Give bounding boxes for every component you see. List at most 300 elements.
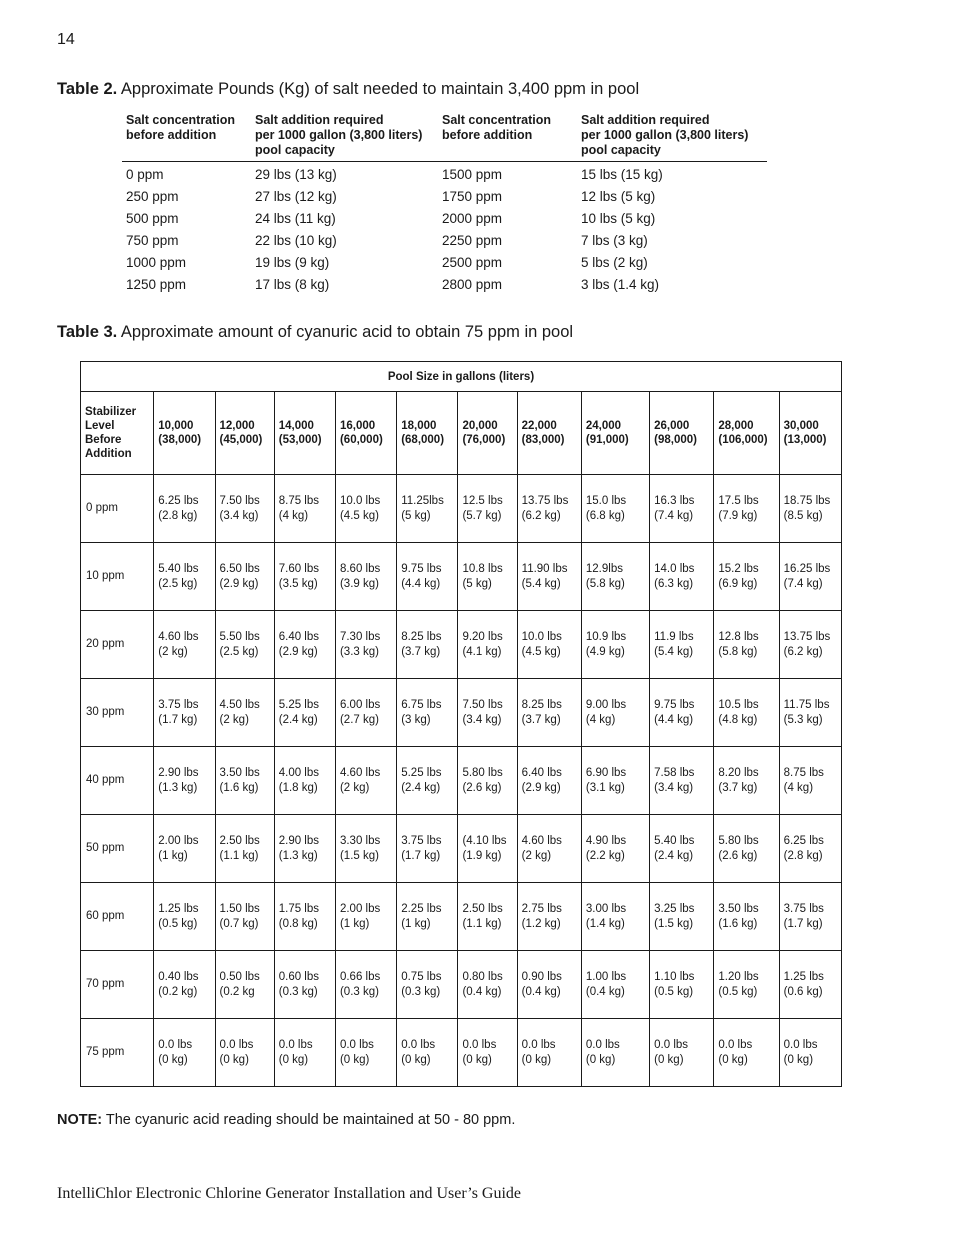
cell-line: 3.30 lbs [339, 835, 381, 847]
header-line: 12,000 [219, 420, 255, 432]
cell-line: (3.3 kg) [339, 645, 379, 658]
header-line: before addition [442, 128, 533, 142]
note-text: The cyanuric acid reading should be maintained at 50 - 80 ppm. [102, 1112, 516, 1128]
cell-line: 0.40 lbs [158, 971, 199, 983]
cell-line: 8.75 lbs [278, 495, 320, 507]
cell-line: 2.50 lbs [462, 903, 503, 915]
cell-line: 5.40 lbs [654, 835, 695, 847]
cell-line: (2.5 kg) [219, 645, 259, 658]
cell-line: (8.5 kg) [783, 509, 823, 522]
cell-line: (2.8 kg) [158, 509, 198, 522]
cell-line: 4.60 lbs [521, 835, 562, 847]
cell-line: 2.90 lbs [278, 835, 320, 847]
cell-line: 18.75 lbs [783, 495, 831, 507]
cell-line: 11.75 lbs [783, 699, 830, 711]
table-cell [154, 815, 215, 883]
cell-line: (1.1 kg) [462, 917, 502, 930]
cell-line: (0.2 kg) [158, 985, 198, 998]
cell-line: (2.9 kg) [521, 781, 561, 794]
cell-line: 8.25 lbs [401, 631, 442, 643]
table-cell: 1500 ppm [442, 167, 503, 182]
header-line: (91,000) [585, 434, 629, 446]
table-cell [215, 679, 274, 747]
table-cell [650, 951, 714, 1019]
cell-line: 12.9lbs [585, 563, 623, 575]
table-cell [215, 475, 274, 543]
cell-line: 0.75 lbs [401, 971, 442, 983]
cell-line: (0.4 kg) [585, 985, 625, 998]
cell-line: 10.0 lbs [521, 631, 562, 643]
header-line: 18,000 [401, 420, 437, 432]
table-cell: 7 lbs (3 kg) [581, 233, 648, 248]
cell-line: 5.50 lbs [219, 631, 260, 643]
table-row [122, 252, 767, 274]
table-cell: 12 lbs (5 kg) [581, 189, 656, 204]
table-cell [650, 543, 714, 611]
table-cell [397, 543, 458, 611]
cell-line: 1.75 lbs [278, 903, 320, 915]
salt-table-header-cell [122, 113, 251, 162]
pool-size-group-header: Pool Size in gallons (liters) [81, 362, 842, 392]
cell-line: 7.58 lbs [654, 767, 695, 779]
table-cell [650, 611, 714, 679]
header-line: 30,000 [783, 420, 819, 432]
cell-line: (7.9 kg) [718, 509, 758, 522]
cell-line: 14.0 lbs [654, 563, 695, 575]
table-cell: 5 lbs (2 kg) [581, 255, 648, 270]
table-cell [517, 679, 581, 747]
cell-line: (0 kg) [219, 1053, 249, 1066]
header-line: (60,000) [339, 434, 383, 446]
table-cell [581, 747, 649, 815]
cell-line: 6.90 lbs [585, 767, 627, 779]
table-row [81, 475, 842, 543]
salt-table-header-cell [577, 113, 767, 162]
header-line: (98,000) [654, 434, 697, 446]
table-cell [779, 883, 841, 951]
table-cell [215, 1019, 274, 1087]
cell-line: (1.7 kg) [783, 917, 823, 930]
table-cell: 2250 ppm [442, 233, 503, 248]
stabilizer-level-cell: 30 ppm [81, 679, 154, 747]
table-cell [397, 883, 458, 951]
cell-line: 1.00 lbs [585, 971, 627, 983]
cell-line: 2.00 lbs [158, 835, 199, 847]
table-cell [714, 611, 779, 679]
document-footer: IntelliChlor Electronic Chlorine Generator Installation and User’s Guide [57, 1185, 522, 1202]
cell-line: 0.90 lbs [521, 971, 562, 983]
table-cell [581, 475, 649, 543]
table-cell: 27 lbs (12 kg) [255, 189, 337, 204]
header-line: pool capacity [255, 143, 335, 157]
header-line: 22,000 [521, 420, 557, 432]
table-cell [154, 747, 215, 815]
cell-line: 9.00 lbs [585, 699, 627, 711]
cell-line: 16.3 lbs [654, 495, 695, 507]
cell-line: (0.3 kg) [278, 985, 318, 998]
cell-line: (0.5 kg) [718, 985, 758, 998]
pool-size-header [215, 392, 274, 475]
table-cell [335, 815, 396, 883]
cell-line: (4 kg) [278, 509, 309, 522]
table-row [81, 1019, 842, 1087]
table-row [81, 747, 842, 815]
header-line: 20,000 [462, 420, 498, 432]
cell-line: (1 kg) [158, 849, 188, 862]
table-cell: 0 ppm [126, 167, 164, 182]
header-line: 26,000 [654, 420, 690, 432]
header-line: Salt concentration [442, 113, 552, 127]
cell-line: 0.0 lbs [219, 1039, 254, 1051]
table-cell [779, 611, 841, 679]
header-line: Level [85, 420, 115, 432]
cell-line: (4 kg) [585, 713, 616, 726]
cell-line: 10.5 lbs [718, 699, 759, 711]
table-cell [714, 475, 779, 543]
cell-line: (3.1 kg) [585, 781, 625, 794]
cyanuric-acid-table-body [81, 475, 842, 1087]
cell-line: (5 kg) [462, 577, 492, 590]
cell-line: 8.60 lbs [339, 563, 381, 575]
cell-line: (4.5 kg) [521, 645, 561, 658]
table-row [81, 883, 842, 951]
cell-line: 8.20 lbs [718, 767, 759, 779]
table-cell [779, 1019, 841, 1087]
cell-line: 0.0 lbs [718, 1039, 753, 1051]
cell-line: 7.50 lbs [219, 495, 260, 507]
table-cell [581, 883, 649, 951]
table-cell [517, 951, 581, 1019]
salt-table-header-row [122, 113, 767, 162]
cell-line: (0 kg) [158, 1053, 188, 1066]
cell-line: 1.50 lbs [219, 903, 260, 915]
table-row [81, 951, 842, 1019]
table-cell [154, 679, 215, 747]
cell-line: 16.25 lbs [783, 563, 831, 575]
table-row [81, 611, 842, 679]
table-cell [335, 951, 396, 1019]
table-cell: 1750 ppm [442, 189, 503, 204]
table-cell [397, 951, 458, 1019]
cell-line: (2 kg) [219, 713, 249, 726]
header-line: per 1000 gallon (3,800 liters) [255, 128, 423, 142]
cell-line: 1.20 lbs [718, 971, 759, 983]
pool-size-header [517, 392, 581, 475]
table-cell [274, 475, 335, 543]
table-row [122, 274, 767, 296]
cell-line: (0 kg) [783, 1053, 814, 1066]
table-cell [274, 543, 335, 611]
cell-line: 5.25 lbs [278, 699, 320, 711]
table-cell: 29 lbs (13 kg) [255, 167, 337, 182]
header-line: Salt addition required [255, 113, 384, 127]
cell-line: (3.4 kg) [654, 781, 694, 794]
table-cell [517, 747, 581, 815]
cell-line: (4.1 kg) [462, 645, 502, 658]
table-cell [581, 951, 649, 1019]
cell-line: (2 kg) [521, 849, 552, 862]
cell-line: (2.4 kg) [401, 781, 441, 794]
header-line: Addition [85, 448, 132, 460]
table-row [81, 543, 842, 611]
table3-caption-text: Approximate amount of cyanuric acid to obtain 75 ppm in pool [117, 323, 574, 341]
cell-line: 1.10 lbs [654, 971, 695, 983]
cell-line: (0 kg) [278, 1053, 309, 1066]
pool-size-header [650, 392, 714, 475]
table-cell [154, 611, 215, 679]
cell-line: 10.8 lbs [462, 563, 503, 575]
table-cell: 19 lbs (9 kg) [255, 255, 330, 270]
header-line: pool capacity [581, 143, 661, 157]
cell-line: 0.50 lbs [219, 971, 260, 983]
cell-line: 11.9 lbs [654, 631, 694, 643]
header-line: 14,000 [278, 420, 314, 432]
cell-line: 9.75 lbs [401, 563, 442, 575]
header-line: 16,000 [339, 420, 376, 432]
cell-line: 0.0 lbs [158, 1039, 193, 1051]
table-cell [458, 747, 517, 815]
cell-line: 2.50 lbs [219, 835, 260, 847]
cell-line: (5.4 kg) [654, 645, 694, 658]
table-cell: 500 ppm [126, 211, 179, 226]
cell-line: 0.0 lbs [462, 1039, 497, 1051]
cell-line: 4.50 lbs [219, 699, 260, 711]
cell-line: 7.60 lbs [278, 563, 320, 575]
table-cell: 22 lbs (10 kg) [255, 233, 337, 248]
page-number: 14 [57, 31, 75, 48]
cell-line: (0 kg) [462, 1053, 492, 1066]
table-row [81, 679, 842, 747]
table-cell [154, 883, 215, 951]
cell-line: 9.75 lbs [654, 699, 695, 711]
header-line: 28,000 [718, 420, 754, 432]
cell-line: 3.50 lbs [718, 903, 759, 915]
cell-line: (4.4 kg) [654, 713, 694, 726]
table-cell [335, 543, 396, 611]
cell-line: 15.2 lbs [718, 563, 759, 575]
cell-line: 17.5 lbs [718, 495, 759, 507]
cell-line: 7.50 lbs [462, 699, 503, 711]
cell-line: 1.25 lbs [783, 971, 824, 983]
stabilizer-level-cell: 50 ppm [81, 815, 154, 883]
header-line: Stabilizer [85, 406, 137, 418]
cell-line: (6.2 kg) [783, 645, 823, 658]
cell-line: 13.75 lbs [783, 631, 831, 643]
cell-line: (6.9 kg) [718, 577, 758, 590]
header-line: (53,000) [278, 434, 322, 446]
cell-line: 3.75 lbs [158, 699, 199, 711]
pool-size-header [779, 392, 841, 475]
cell-line: 2.25 lbs [401, 903, 442, 915]
cell-line: (4 kg) [783, 781, 814, 794]
cell-line: (0.4 kg) [462, 985, 502, 998]
table-cell [714, 883, 779, 951]
table-cell [458, 1019, 517, 1087]
cell-line: (5.7 kg) [462, 509, 502, 522]
table-cell [397, 747, 458, 815]
cell-line: (0 kg) [521, 1053, 552, 1066]
pool-size-header [274, 392, 335, 475]
table2-caption-text: Approximate Pounds (Kg) of salt needed to maintain 3,400 ppm in pool [117, 80, 640, 98]
table-cell [714, 543, 779, 611]
salt-table-body [122, 162, 767, 297]
stabilizer-level-cell: 60 ppm [81, 883, 154, 951]
stabilizer-level-cell: 75 ppm [81, 1019, 154, 1087]
table-cell: 24 lbs (11 kg) [255, 211, 336, 226]
table3-caption [57, 323, 573, 342]
table-cell: 1000 ppm [126, 255, 187, 270]
table-cell [517, 815, 581, 883]
cell-line: (0 kg) [718, 1053, 748, 1066]
cell-line: 3.50 lbs [219, 767, 260, 779]
cell-line: 6.00 lbs [339, 699, 381, 711]
cell-line: 5.80 lbs [462, 767, 503, 779]
cell-line: 4.90 lbs [585, 835, 627, 847]
cell-line: (0 kg) [585, 1053, 616, 1066]
header-line: (83,000) [521, 434, 565, 446]
table-cell [154, 475, 215, 543]
cell-line: (2.2 kg) [585, 849, 625, 862]
table-row [81, 815, 842, 883]
cell-line: (2.8 kg) [783, 849, 823, 862]
pool-size-header [458, 392, 517, 475]
table-cell [274, 815, 335, 883]
stabilizer-level-cell: 70 ppm [81, 951, 154, 1019]
cell-line: (3.7 kg) [401, 645, 441, 658]
cell-line: 2.90 lbs [158, 767, 199, 779]
cell-line: (1.3 kg) [278, 849, 318, 862]
cell-line: (1.7 kg) [158, 713, 198, 726]
cell-line: 4.00 lbs [278, 767, 320, 779]
table-cell [215, 543, 274, 611]
stabilizer-level-cell: 0 ppm [81, 475, 154, 543]
table-cell [779, 543, 841, 611]
cell-line: 6.50 lbs [219, 563, 260, 575]
header-line: Salt concentration [126, 113, 236, 127]
cell-line: (1.1 kg) [219, 849, 259, 862]
table2-caption [57, 80, 639, 99]
cell-line: (4.4 kg) [401, 577, 441, 590]
cell-line: 0.0 lbs [654, 1039, 689, 1051]
cell-line: (2.5 kg) [158, 577, 198, 590]
cell-line: (1.2 kg) [521, 917, 561, 930]
cell-line: (6.3 kg) [654, 577, 694, 590]
table-cell [714, 1019, 779, 1087]
cell-line: (5.8 kg) [718, 645, 758, 658]
pool-size-header [154, 392, 215, 475]
cell-line: (1.4 kg) [585, 917, 625, 930]
table-cell [517, 475, 581, 543]
cell-line: 0.0 lbs [339, 1039, 374, 1051]
cell-line: (3.7 kg) [718, 781, 758, 794]
cell-line: 13.75 lbs [521, 495, 569, 507]
cell-line: 5.25 lbs [401, 767, 442, 779]
table-cell [581, 815, 649, 883]
cell-line: (1.5 kg) [654, 917, 694, 930]
cell-line: (2.6 kg) [462, 781, 502, 794]
cell-line: 2.75 lbs [521, 903, 562, 915]
salt-table-header-cell [438, 113, 577, 162]
cell-line: 15.0 lbs [585, 495, 627, 507]
cell-line: (0.4 kg) [521, 985, 561, 998]
pool-size-header [714, 392, 779, 475]
table-cell [581, 611, 649, 679]
cell-line: (0.7 kg) [219, 917, 259, 930]
header-line: (13,000) [783, 434, 827, 446]
table-cell [650, 1019, 714, 1087]
cell-line: (1.8 kg) [278, 781, 318, 794]
table-cell [458, 951, 517, 1019]
table-cell [397, 1019, 458, 1087]
table-cell [335, 883, 396, 951]
pool-size-header-row [81, 392, 842, 475]
header-line: Salt addition required [581, 113, 710, 127]
table-cell: 250 ppm [126, 189, 179, 204]
cell-line: 8.25 lbs [521, 699, 562, 711]
cell-line: (2.4 kg) [278, 713, 318, 726]
cell-line: (0.3 kg) [401, 985, 441, 998]
table-cell [517, 543, 581, 611]
table-cell [397, 815, 458, 883]
cell-line: (2.6 kg) [718, 849, 758, 862]
cell-line: (6.2 kg) [521, 509, 561, 522]
pool-size-header [335, 392, 396, 475]
cell-line: (2.4 kg) [654, 849, 694, 862]
table-cell [154, 951, 215, 1019]
cell-line: (4.9 kg) [585, 645, 625, 658]
cell-line: 3.00 lbs [585, 903, 627, 915]
table-cell [458, 475, 517, 543]
cell-line: (1.5 kg) [339, 849, 379, 862]
cell-line: (1.6 kg) [718, 917, 758, 930]
cell-line: 0.66 lbs [339, 971, 381, 983]
cell-line: 11.25lbs [401, 495, 444, 507]
cell-line: (7.4 kg) [654, 509, 694, 522]
table-cell [650, 883, 714, 951]
table-cell [779, 747, 841, 815]
cell-line: 4.60 lbs [339, 767, 381, 779]
table-cell: 2500 ppm [442, 255, 503, 270]
note [57, 1112, 515, 1128]
cell-line: (0.2 kg [219, 985, 255, 998]
table-cell [650, 475, 714, 543]
cell-line: (0 kg) [401, 1053, 431, 1066]
cell-line: (1 kg) [401, 917, 431, 930]
table-cell [458, 543, 517, 611]
cell-line: 0.80 lbs [462, 971, 503, 983]
cell-line: 3.25 lbs [654, 903, 695, 915]
table-cell [215, 883, 274, 951]
header-line: (76,000) [462, 434, 506, 446]
table-cell [458, 883, 517, 951]
pool-size-header [581, 392, 649, 475]
header-line: per 1000 gallon (3,800 liters) [581, 128, 749, 142]
cell-line: (4.10 lbs [462, 835, 507, 847]
table-cell [517, 611, 581, 679]
cell-line: (3.9 kg) [339, 577, 379, 590]
cell-line: (0.8 kg) [278, 917, 318, 930]
table-cell: 3 lbs (1.4 kg) [581, 277, 660, 292]
cell-line: 9.20 lbs [462, 631, 503, 643]
table-cell [714, 747, 779, 815]
table-cell [335, 1019, 396, 1087]
table-row [122, 186, 767, 208]
cell-line: 10.0 lbs [339, 495, 381, 507]
stabilizer-level-cell: 20 ppm [81, 611, 154, 679]
note-label: NOTE: [57, 1112, 103, 1128]
cell-line: 5.40 lbs [158, 563, 199, 575]
table-cell [517, 883, 581, 951]
